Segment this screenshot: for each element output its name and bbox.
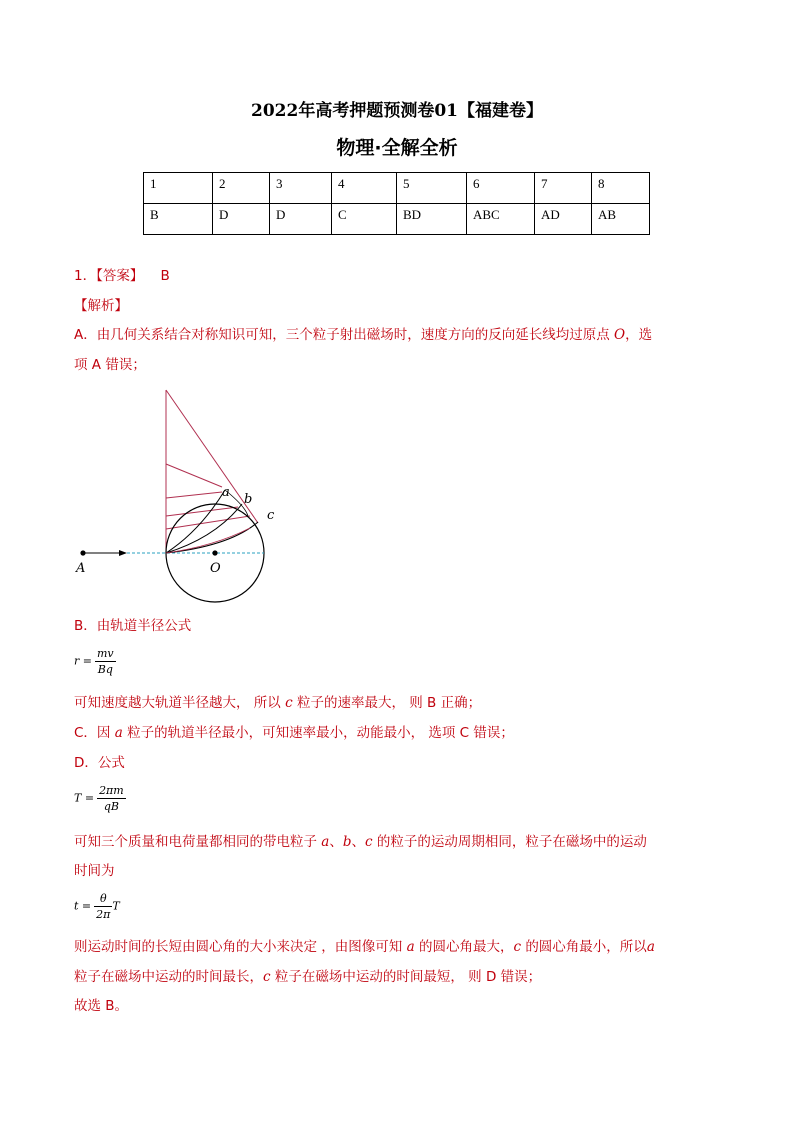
conclusion-line-2	[74, 968, 541, 986]
inner-arc	[166, 528, 250, 553]
var-b: b	[342, 834, 352, 850]
option-d-text-2: 时间为	[74, 863, 115, 879]
fraction	[95, 647, 116, 676]
text: 则运动时间的长短由圆心角的大小来决定 ，由图像可知	[74, 939, 403, 955]
table-cell: D	[213, 204, 270, 235]
fraction-numerator: 2πm	[99, 784, 124, 797]
table-cell: 5	[397, 173, 467, 204]
var-c: c	[263, 969, 271, 985]
chord-line	[166, 516, 250, 529]
formula-lhs: t =	[74, 899, 92, 913]
fraction-numerator: θ	[94, 892, 112, 907]
answer-table	[143, 172, 650, 235]
chord-line	[166, 464, 222, 487]
text: 粒子在磁场中运动的时间最长，	[74, 969, 263, 985]
formula-lhs: r =	[74, 654, 92, 668]
option-b-line: B．由轨道半径公式	[74, 618, 192, 634]
table-cell: 4	[332, 173, 397, 204]
fraction	[94, 892, 112, 921]
var-a: a	[114, 725, 123, 741]
formula-radius	[74, 647, 116, 676]
table-cell: BD	[397, 204, 467, 235]
table-cell: 8	[592, 173, 650, 204]
option-a-line-2: 项 A 错误；	[74, 357, 146, 373]
label-O: O	[210, 561, 221, 576]
text: 、	[351, 834, 366, 850]
text: 粒子的轨道半径最小，可知速率最小，动能最小， 选项 C 错误；	[127, 725, 514, 741]
formula-tail: T	[112, 899, 120, 913]
table-cell: 6	[467, 173, 535, 204]
var-a: a	[406, 939, 415, 955]
table-cell: 3	[270, 173, 332, 204]
var-c: c	[365, 834, 373, 850]
label-a: a	[222, 485, 230, 500]
analysis-label: 【解析】	[74, 298, 128, 314]
chord-line	[166, 507, 238, 516]
formula-period	[74, 784, 126, 813]
text: 的圆心角最大，	[418, 939, 514, 955]
point-O	[212, 550, 217, 555]
fraction-numerator: mv	[96, 647, 114, 660]
point-A	[80, 550, 85, 555]
answer-label: 1．【答案】	[74, 268, 144, 284]
text: C．因	[74, 725, 111, 741]
fraction-denominator: 2π	[96, 908, 111, 921]
text: 可知速度越大轨道半径越大， 所以	[74, 695, 281, 711]
var-a: a	[321, 834, 330, 850]
option-c-line	[74, 724, 514, 742]
fraction-denominator: qB	[103, 800, 119, 813]
table-cell: B	[144, 204, 213, 235]
paper-title: 2022年高考押题预测卷01【福建卷】	[251, 101, 543, 121]
magnetic-field-figure	[70, 386, 290, 610]
chord-line	[166, 492, 222, 498]
answer-value: B	[160, 268, 170, 284]
option-a-line-1	[74, 326, 652, 344]
formula-time	[74, 892, 120, 921]
fraction	[97, 784, 126, 813]
option-d-line: D．公式	[74, 755, 125, 771]
text: ，选	[625, 327, 653, 343]
text: 的圆心角最小，所以	[525, 939, 647, 955]
formula-lhs: T =	[74, 791, 95, 805]
answer-line	[74, 267, 170, 285]
table-cell: 1	[144, 173, 213, 204]
answer-table-answer-row	[144, 204, 650, 235]
table-cell: 2	[213, 173, 270, 204]
conclusion-line-1	[74, 938, 655, 956]
text: 可知三个质量和电荷量都相同的带电粒子	[74, 834, 317, 850]
text: 粒子在磁场中运动的时间最短， 则 D 错误；	[274, 969, 542, 985]
option-b-conclusion	[74, 694, 481, 712]
table-cell: C	[332, 204, 397, 235]
answer-table-number-row	[144, 173, 650, 204]
text: 粒子的速率最大， 则 B 正确；	[296, 695, 482, 711]
var-a: a	[646, 939, 655, 955]
var-c: c	[285, 695, 293, 711]
text: 的粒子的运动周期相同，粒子在磁场中的运动	[376, 834, 647, 850]
table-cell: AB	[592, 204, 650, 235]
table-cell: AD	[535, 204, 592, 235]
fraction-denominator: Bq	[97, 663, 113, 676]
option-d-text-1	[74, 833, 647, 851]
label-b: b	[244, 492, 253, 507]
text: 、	[329, 834, 343, 850]
label-A: A	[76, 561, 86, 576]
var-c: c	[513, 939, 522, 955]
arrow-icon	[119, 550, 127, 556]
final-answer-line: 故选 B。	[74, 998, 129, 1014]
table-cell: 7	[535, 173, 592, 204]
var-O: O	[614, 327, 626, 343]
table-cell: ABC	[467, 204, 535, 235]
text: A．由几何关系结合对称知识可知，三个粒子射出磁场时，速度方向的反向延长线均过原点	[74, 327, 610, 343]
paper-subtitle: 物理·全解全析	[336, 137, 458, 159]
label-c: c	[267, 508, 275, 523]
table-cell: D	[270, 204, 332, 235]
